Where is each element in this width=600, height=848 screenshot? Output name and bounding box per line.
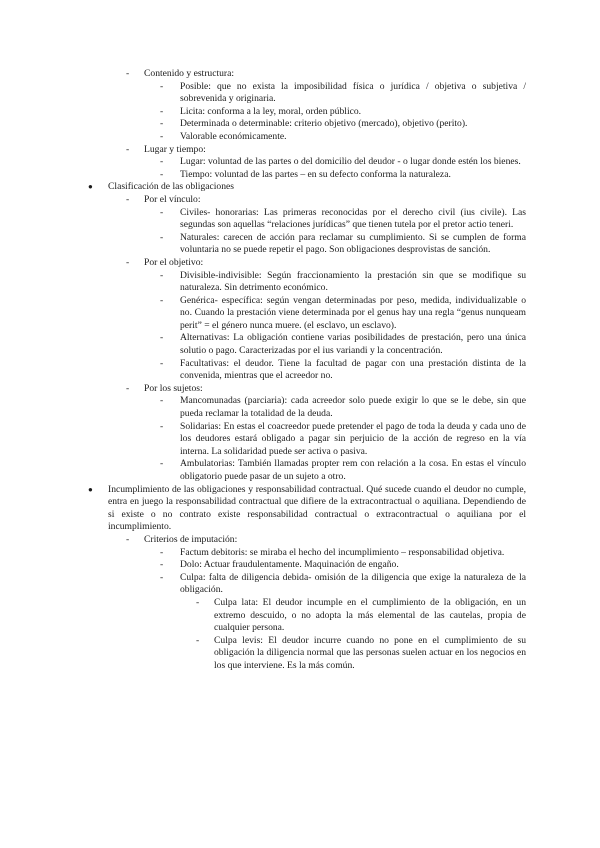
- list-item-text: Determinada o determinable: criterio objetivo (mercado), objetivo (perito).: [180, 118, 468, 130]
- group-label: Por los sujetos:: [144, 382, 203, 394]
- dash-marker: -: [160, 130, 164, 142]
- list-item-text: Genérica- específica: según vengan determinadas por peso, medida, individualizable o no. Cuando la prestación viene determinada por el genus hay una regla “genus nunqueam perit” = el género nunca muere. (el esclavo, un esclavo).: [180, 294, 526, 331]
- list-item: [144, 547, 526, 560]
- dash-marker: -: [160, 105, 164, 117]
- dash-marker: -: [160, 332, 164, 344]
- sub-list: [144, 81, 526, 144]
- list-item: [108, 534, 526, 673]
- section-heading: Clasificación de las obligaciones: [108, 181, 235, 193]
- dash-marker: -: [126, 533, 130, 545]
- list-item-text: Dolo: Actuar fraudulentamente. Maquinación de engaño.: [180, 559, 399, 571]
- document-content: [0, 68, 600, 673]
- list-item: [144, 270, 526, 295]
- dash-marker: -: [160, 546, 164, 558]
- sub-list: [108, 534, 526, 673]
- list-item: [144, 421, 526, 459]
- list-item-text: Culpa levis: El deudor incurre cuando no pone en el cumplimiento de su obligación la diligencia normal que las personas suelen actuar en los negocios en los que interviene. Es la más común.: [214, 634, 526, 671]
- list-item-text: Tiempo: voluntad de las partes – en su defecto conforma la naturaleza.: [180, 168, 451, 180]
- list-item-text: Licita: conforma a la ley, moral, orden público.: [180, 105, 362, 117]
- group-label: Criterios de imputación:: [144, 533, 238, 545]
- list-item: [108, 383, 526, 484]
- sub-list: [108, 194, 526, 484]
- dash-marker: -: [160, 156, 164, 168]
- list-item-text: Alternativas: La obligación contiene varias posibilidades de prestación, pero una única solutio o pago. Caracterizadas por el ius variandi y la concentración.: [180, 332, 526, 357]
- dash-marker: -: [160, 206, 164, 218]
- list-item: [144, 559, 526, 572]
- dash-marker: -: [160, 231, 164, 243]
- contract-requirements-list: [0, 68, 600, 181]
- dash-marker: -: [196, 596, 200, 608]
- sub-list: [144, 207, 526, 257]
- dash-marker: -: [160, 294, 164, 306]
- list-item: [144, 395, 526, 420]
- dash-marker: -: [126, 256, 130, 268]
- list-item: [0, 144, 526, 182]
- list-item: [144, 131, 526, 144]
- list-item-text: Divisible-indivisible: Según fraccionamiento la prestación sin que se modifique su naturaleza. Sin detrimento económico.: [180, 269, 526, 294]
- list-item: [144, 106, 526, 119]
- main-bullet-list: [0, 181, 600, 672]
- list-item: [144, 358, 526, 383]
- list-item: [144, 332, 526, 357]
- sub-list: [144, 270, 526, 383]
- bullet-item-incumplimiento: [0, 484, 526, 673]
- section-label: Lugar y tiempo:: [144, 143, 206, 155]
- list-item-text: Lugar: voluntad de las partes o del domicilio del deudor - o lugar donde estén los bienes.: [180, 156, 521, 168]
- group-label: Por el objetivo:: [144, 256, 204, 268]
- list-item: [144, 572, 526, 673]
- dash-marker: -: [126, 68, 130, 79]
- dash-marker: -: [126, 143, 130, 155]
- list-item: [108, 194, 526, 257]
- list-item-text: Solidarias: En estas el coacreedor puede pretender el pago de toda la deuda y cada uno de los deudores estará obligado a pagar sin perjuicio de la acción de regreso en la vía interna. La solidaridad puede ser activa o pasiva.: [180, 420, 526, 457]
- list-item: [180, 597, 526, 635]
- dash-marker: -: [160, 559, 164, 571]
- section-label: Contenido y estructura:: [144, 68, 235, 79]
- dash-marker: -: [160, 395, 164, 407]
- group-label: Por el vínculo:: [144, 193, 201, 205]
- list-item-text: Civiles- honorarias: Las primeras reconocidas por el derecho civil (ius civile). Las segundas son aquellas “relaciones jurídicas” que tienen tutela por el pretor actio teneri.: [180, 206, 526, 231]
- bullet-item-clasificacion: [0, 181, 526, 483]
- list-item-text: Mancomunadas (parciaria): cada acreedor solo puede exigir lo que se le debe, sin que pueda reclamar la totalidad de la deuda.: [180, 395, 526, 420]
- list-item: [144, 81, 526, 106]
- list-item-text: Culpa: falta de diligencia debida- omisión de la diligencia que exige la naturaleza de la obligación.: [180, 571, 526, 596]
- dash-marker: -: [160, 269, 164, 281]
- list-item-text: Factum debitoris: se miraba el hecho del incumplimiento – responsabilidad objetiva.: [180, 546, 505, 558]
- list-item-text: Facultativas: el deudor. Tiene la facultad de pagar con una prestación distinta de la convenida, mientras que el acreedor no.: [180, 357, 526, 382]
- dash-marker: -: [160, 80, 164, 92]
- dash-marker: -: [126, 382, 130, 394]
- list-item-text: Culpa lata: El deudor incumple en el cumplimiento de la obligación, en un extremo descuido, o no adopta la más elemental de las cautelas, propia de cualquier persona.: [214, 596, 526, 634]
- dash-marker: -: [160, 168, 164, 180]
- list-item-text: Valorable económicamente.: [180, 130, 287, 142]
- dash-marker: -: [160, 571, 164, 583]
- list-item-text: Naturales: carecen de acción para reclamar su cumplimiento. Si se cumplen de forma voluntaria no se puede repetir el pago. Son obligaciones desprovistas de sanción.: [180, 231, 526, 256]
- dash-marker: -: [126, 193, 130, 205]
- bullet-marker: ●: [88, 182, 93, 192]
- list-item: [144, 118, 526, 131]
- list-item: [144, 156, 526, 169]
- dash-marker: -: [160, 357, 164, 369]
- list-item-text: Ambulatorias: También llamadas propter rem con relación a la cosa. En estas el vínculo obligatorio puede pasar de un sujeto a otro.: [180, 458, 526, 482]
- paragraph: Incumplimiento de las obligaciones y responsabilidad contractual. Qué sucede cuando el deudor no cumple, entra en juego la responsabilidad contractual que difiere de la extracontractual o aquiliana. Dependiendo de si existe o no contrato existe responsabilidad contractual o extracontractual o aquiliana por el incumplimiento.: [108, 483, 526, 533]
- bullet-marker: ●: [88, 484, 93, 494]
- list-item: [144, 232, 526, 257]
- list-item: [144, 169, 526, 182]
- dash-marker: -: [160, 118, 164, 130]
- dash-marker: -: [196, 634, 200, 646]
- list-item: [0, 68, 526, 144]
- list-item: [144, 458, 526, 483]
- list-item: [108, 257, 526, 383]
- dash-marker: -: [160, 458, 164, 470]
- sub-list: [144, 395, 526, 483]
- sub-list: [144, 156, 526, 181]
- list-item: [180, 635, 526, 673]
- sub-list: [180, 597, 526, 673]
- dash-marker: -: [160, 420, 164, 432]
- list-item: [144, 295, 526, 333]
- list-item-text: Posible: que no exista la imposibilidad física o jurídica / objetiva o subjetiva / sobrevenida y originaria.: [180, 80, 526, 105]
- sub-list: [144, 547, 526, 673]
- list-item: [144, 207, 526, 232]
